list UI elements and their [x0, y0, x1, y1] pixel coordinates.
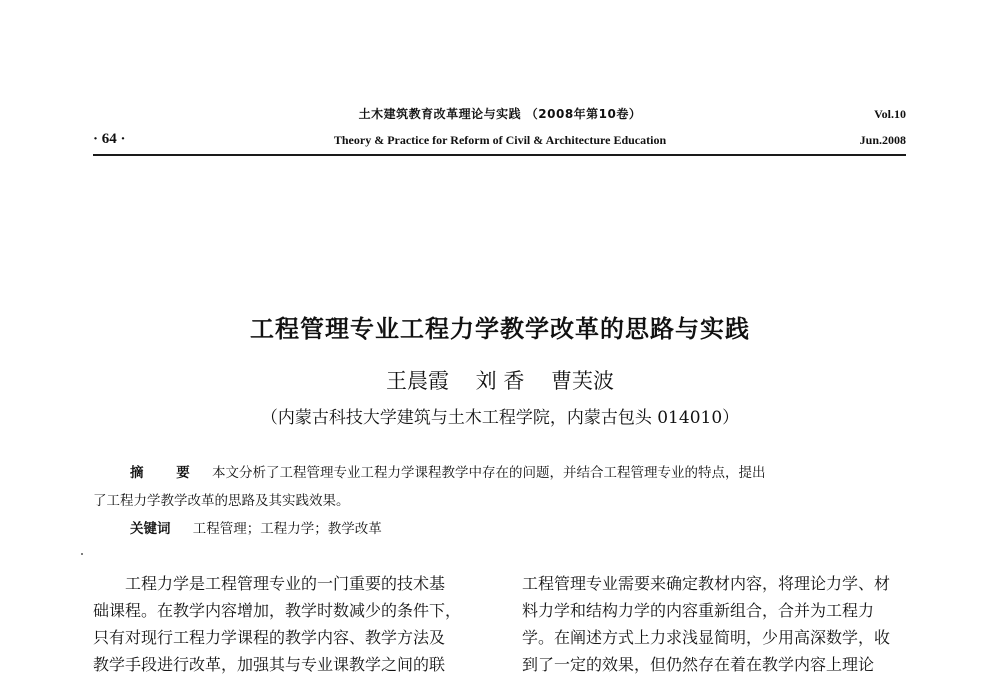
- body-line: 教学手段进行改革，加强其与专业课教学之间的联: [93, 655, 446, 674]
- keywords-text: 工程管理；工程力学；教学改革: [192, 521, 382, 537]
- article-title: 工程管理专业工程力学教学改革的思路与实践: [250, 315, 750, 343]
- abstract-label: 摘 要: [130, 465, 204, 481]
- body-line: 工程管理专业需要来确定教材内容，将理论力学、材: [522, 574, 891, 593]
- abstract-line-1: [130, 461, 766, 481]
- scan-speck: [81, 553, 83, 555]
- journal-title-english: Theory & Practice for Reform of Civil & Architecture Education: [333, 133, 667, 147]
- body-line: 础课程。在教学内容增加，教学时数减少的条件下，: [93, 601, 462, 620]
- body-line: 到了一定的效果，但仍然存在着在教学内容上理论: [522, 655, 875, 674]
- journal-title-chinese: 土木建筑教育改革理论与实践 （2008年第10卷）: [358, 107, 642, 121]
- body-line: 只有对现行工程力学课程的教学内容、教学方法及: [93, 628, 446, 647]
- author-affiliation: （内蒙古科技大学建筑与土木工程学院，内蒙古包头 014010）: [260, 408, 740, 428]
- body-line: 工程力学是工程管理专业的一门重要的技术基: [125, 574, 446, 593]
- body-line: 学。在阐述方式上力求浅显简明，少用高深数学，收: [522, 628, 891, 647]
- issue-date: Jun.2008: [859, 133, 906, 147]
- keywords-line: [130, 517, 382, 537]
- keywords-label: 关键词: [130, 521, 171, 537]
- abstract-text-1: 本文分析了工程管理专业工程力学课程教学中存在的问题，并结合工程管理专业的特点，提出: [212, 465, 766, 481]
- body-left-column: [93, 570, 461, 678]
- header-rule: [93, 154, 906, 156]
- author-name: 王晨霞: [385, 369, 449, 393]
- page-number: · 64 ·: [93, 131, 126, 147]
- author-name: 曹芙波: [551, 369, 615, 393]
- body-right-column: [522, 570, 890, 678]
- abstract-line-2: 了工程力学教学改革的思路及其实践效果。: [93, 493, 350, 509]
- volume-label: Vol.10: [874, 107, 906, 121]
- body-line: 料力学和结构力学的内容重新组合，合并为工程力: [522, 601, 875, 620]
- author-list: [0, 365, 1000, 395]
- author-name: 刘 香: [475, 369, 525, 393]
